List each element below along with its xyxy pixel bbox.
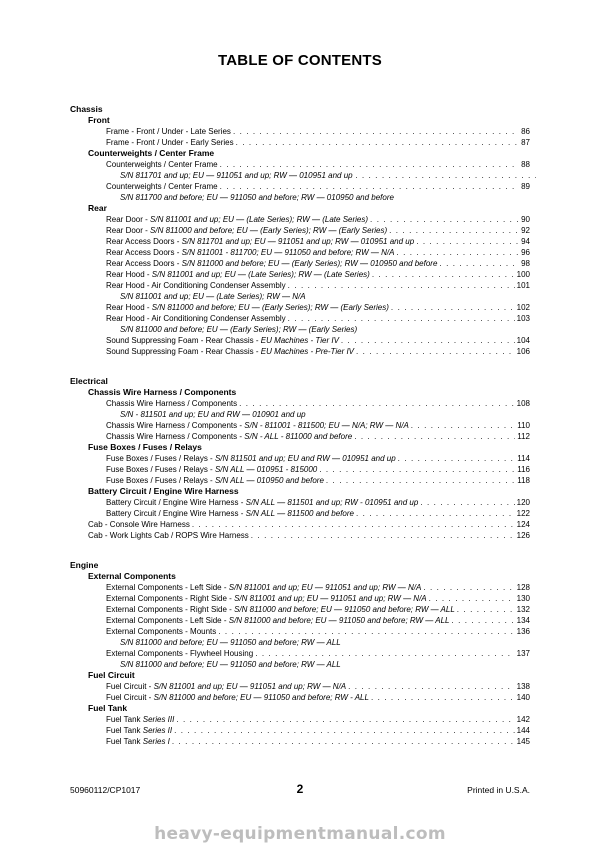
toc-entry-label: Frame - Front / Under - Early Series xyxy=(106,138,234,147)
toc-entry-label: Rear Door - xyxy=(106,226,151,235)
toc-entry-label: Rear Hood - Air Conditioning Condenser Assembly xyxy=(106,281,286,290)
toc-entry[interactable] xyxy=(106,453,530,464)
toc-page-number: 89 xyxy=(521,182,530,191)
toc-entry[interactable] xyxy=(106,497,530,508)
subsection-heading: Rear xyxy=(88,203,107,213)
dot-leader xyxy=(420,497,514,508)
toc-entry[interactable] xyxy=(106,302,530,313)
toc-page-number: 100 xyxy=(516,270,530,279)
toc-page-number: 128 xyxy=(516,583,530,592)
toc-entry-serial-range: S/N 811000 and before; EU — 911050 and before; RW - ALL xyxy=(153,693,369,702)
toc-entry-serial-range: S/N 811001 and up; EU — 911051 and up; RW — N/A xyxy=(153,682,347,691)
toc-page-number: 145 xyxy=(516,737,530,746)
toc-entry-label: External Components - Left Side - xyxy=(106,583,229,592)
dot-leader xyxy=(218,626,514,637)
toc-entry[interactable] xyxy=(106,615,530,626)
toc-entry[interactable] xyxy=(88,530,530,541)
toc-page-number: 102 xyxy=(516,303,530,312)
toc-entry-label: Fuel Tank xyxy=(106,726,143,735)
toc-page-number: 94 xyxy=(521,237,530,246)
toc-entry[interactable] xyxy=(106,247,530,258)
toc-entry-serial-range: S/N ALL — 811500 and before xyxy=(245,509,354,518)
dot-leader xyxy=(356,508,515,519)
toc-entry-serial-range: S/N 811000 and before; EU — (Early Series); RW — (Early Series) xyxy=(150,226,388,235)
toc-entry-label: Chassis Wire Harness / Components xyxy=(106,399,238,408)
page-title: TABLE OF CONTENTS xyxy=(218,52,382,69)
watermark: heavy-equipmentmanual.com xyxy=(154,824,446,844)
subsection-heading: Fuse Boxes / Fuses / Relays xyxy=(88,442,202,452)
toc-entry-serial-range: S/N 811001 and up; EU — (Late Series); RW — (Late Series) xyxy=(150,215,369,224)
toc-entry-title xyxy=(88,519,190,530)
toc-entry-title xyxy=(106,615,449,626)
toc-entry[interactable] xyxy=(106,626,530,637)
toc-entry-label: External Components - Flywheel Housing xyxy=(106,649,254,658)
toc-entry-label: Fuse Boxes / Fuses / Relays - xyxy=(106,465,215,474)
toc-entry-serial-range: S/N 811001 and up; EU — 911051 and up; RW — N/A xyxy=(234,594,427,603)
toc-entry-serial-range: S/N 811000 and before; EU — 911050 and before; RW — ALL xyxy=(120,638,341,647)
toc-entry-continuation xyxy=(120,291,600,302)
toc-page-number: 124 xyxy=(516,520,530,529)
dot-leader xyxy=(348,681,515,692)
toc-entry-label: Fuel Tank xyxy=(106,737,143,746)
toc-entry-title xyxy=(106,508,354,519)
toc-page-number: 112 xyxy=(517,432,530,441)
dot-leader xyxy=(429,593,515,604)
toc-page-number: 90 xyxy=(521,215,530,224)
toc-page-number: 130 xyxy=(516,594,530,603)
toc-entry-label: External Components - Right Side - xyxy=(106,605,235,614)
toc-entry-continuation xyxy=(120,637,600,648)
toc-entry-label: Fuse Boxes / Fuses / Relays - xyxy=(106,454,215,463)
toc-entry-title xyxy=(106,604,455,615)
dot-leader xyxy=(356,346,515,357)
dot-leader xyxy=(371,692,515,703)
toc-entry-label: Rear Access Doors - xyxy=(106,248,182,257)
toc-entry[interactable] xyxy=(106,269,530,280)
toc-entry[interactable] xyxy=(106,692,530,703)
toc-page-number: 103 xyxy=(516,314,530,323)
toc-entry-title xyxy=(106,725,172,736)
toc-entry-serial-range: S/N 811001 and up; EU — 911051 and up; RW — N/A xyxy=(228,583,422,592)
toc-page-number: 86 xyxy=(521,127,530,136)
dot-leader xyxy=(239,398,514,409)
toc-entry-label: Counterweights / Center Frame xyxy=(106,160,218,169)
toc-entry[interactable] xyxy=(106,313,530,324)
toc-entry-serial-range: S/N 811000 and before; EU — 911050 and before; RW — ALL xyxy=(234,605,455,614)
toc-entry-title xyxy=(106,159,218,170)
toc-entry-title xyxy=(106,475,324,486)
toc-entry-label: Cab - Work Lights Cab / ROPS Wire Harness xyxy=(88,531,249,540)
dot-leader xyxy=(220,159,519,170)
toc-entry[interactable] xyxy=(106,508,530,519)
toc-entry-title xyxy=(106,313,286,324)
toc-entry-serial-range: S/N - 811501 and up; EU and RW — 010901 and up xyxy=(120,410,306,419)
toc-entry[interactable] xyxy=(106,181,530,192)
toc-entry-title xyxy=(106,346,354,357)
dot-leader xyxy=(354,431,515,442)
dot-leader xyxy=(398,453,516,464)
toc-page-number: 96 xyxy=(521,248,530,257)
toc-entry-serial-range: EU Machines - Pre-Tier IV xyxy=(260,347,355,356)
dot-leader xyxy=(174,725,515,736)
toc-entry-label: Counterweights / Center Frame xyxy=(106,182,218,191)
toc-entry[interactable] xyxy=(106,736,530,747)
section-heading: Electrical xyxy=(70,376,108,386)
dot-leader xyxy=(411,420,515,431)
toc-page-number: 136 xyxy=(516,627,530,636)
toc-entry-serial-range: Series I xyxy=(142,737,170,746)
dot-leader xyxy=(396,247,519,258)
toc-entry-title xyxy=(106,626,216,637)
toc-entry-title xyxy=(106,431,352,442)
dot-leader xyxy=(236,137,520,148)
toc-entry-label: Battery Circuit / Engine Wire Harness - xyxy=(106,509,246,518)
subsection-heading: Front xyxy=(88,115,110,125)
toc-entry-title xyxy=(106,126,231,137)
toc-page-number: 138 xyxy=(516,682,530,691)
toc-entry[interactable] xyxy=(106,464,530,475)
toc-entry-label: Rear Access Doors - xyxy=(106,259,182,268)
toc-entry-continuation xyxy=(120,192,600,203)
toc-entry-title xyxy=(106,181,218,192)
toc-entry-continuation xyxy=(120,324,600,335)
toc-entry-serial-range: S/N 811000 and before; EU — (Early Series); RW — 010950 and before xyxy=(181,259,438,268)
toc-entry[interactable] xyxy=(88,519,530,530)
toc-entry[interactable] xyxy=(106,420,530,431)
toc-page-number: 87 xyxy=(521,138,530,147)
toc-entry[interactable] xyxy=(106,236,530,247)
toc-page-number: 140 xyxy=(516,693,530,702)
document-number: 50960112/CP1017 xyxy=(70,785,141,795)
toc-page-number: 122 xyxy=(516,509,530,518)
dot-leader xyxy=(220,181,519,192)
subsection-heading: Battery Circuit / Engine Wire Harness xyxy=(88,486,239,496)
toc-page-number: 142 xyxy=(516,715,530,724)
toc-entry-label: Rear Access Doors - xyxy=(106,237,182,246)
toc-entry-continuation xyxy=(120,659,600,670)
toc-entry-serial-range: S/N 811001 and up; EU — (Late Series); RW — N/A xyxy=(120,292,306,301)
dot-leader xyxy=(319,464,515,475)
toc-entry[interactable] xyxy=(106,648,530,659)
subsection-heading: Counterweights / Center Frame xyxy=(88,148,215,158)
toc-page-number: 126 xyxy=(516,531,530,540)
toc-entry-label: Fuel Tank xyxy=(106,715,143,724)
toc-entry[interactable] xyxy=(106,714,530,725)
toc-page-number: 132 xyxy=(516,605,530,614)
toc-entry-title xyxy=(106,453,396,464)
dot-leader xyxy=(288,280,515,291)
toc-entry-title xyxy=(106,247,394,258)
toc-entry[interactable] xyxy=(106,346,530,357)
toc-entry-label: Chassis Wire Harness / Components - xyxy=(106,421,245,430)
toc-entry-label: Rear Hood - Air Conditioning Condenser Assembly xyxy=(106,314,286,323)
toc-entry-title xyxy=(106,302,389,313)
toc-entry[interactable] xyxy=(106,137,530,148)
toc-entry[interactable] xyxy=(106,214,530,225)
toc-entry-label: External Components - Right Side - xyxy=(106,594,235,603)
dot-leader xyxy=(372,269,515,280)
section-heading: Chassis xyxy=(70,104,103,114)
dot-leader xyxy=(233,126,519,137)
toc-entry[interactable] xyxy=(106,582,530,593)
dot-leader xyxy=(341,335,515,346)
toc-entry-title xyxy=(106,398,237,409)
dot-leader xyxy=(288,313,515,324)
toc-entry-serial-range: S/N 811001 and up; EU — (Late Series); RW — (Late Series) xyxy=(151,270,370,279)
toc-entry[interactable] xyxy=(106,604,530,615)
toc-entry-label: Fuel Circuit - xyxy=(106,693,154,702)
subsection-heading: Chassis Wire Harness / Components xyxy=(88,387,237,397)
toc-entry[interactable] xyxy=(106,681,530,692)
toc-entry-serial-range: Series III xyxy=(142,715,175,724)
toc-entry-label: Rear Hood - xyxy=(106,303,152,312)
toc-entry-title xyxy=(106,648,253,659)
toc-entry-title xyxy=(106,137,234,148)
toc-entry-title xyxy=(106,214,368,225)
toc-entry-serial-range: Series II xyxy=(142,726,173,735)
toc-entry-label: External Components - Left Side - xyxy=(106,616,229,625)
toc-entry-serial-range: S/N 811701 and up; EU — 911051 and up; RW — 010951 and up xyxy=(120,171,353,180)
toc-entry-title xyxy=(106,582,421,593)
toc-page-number: 110 xyxy=(517,421,530,430)
toc-entry[interactable] xyxy=(106,126,530,137)
toc-entry-label: Cab - Console Wire Harness xyxy=(88,520,190,529)
dot-leader xyxy=(451,615,514,626)
toc-entry-title xyxy=(106,335,339,346)
toc-entry[interactable] xyxy=(106,280,530,291)
toc-page-number: 144 xyxy=(516,726,530,735)
toc-entry-title xyxy=(106,225,387,236)
toc-entry-serial-range: S/N ALL — 010951 - 815000 xyxy=(214,465,318,474)
toc-entry-serial-range: S/N 811501 and up; EU and RW — 010951 and up xyxy=(214,454,396,463)
section-heading: Engine xyxy=(70,560,99,570)
toc-entry-serial-range: S/N 811000 and before; EU — 911050 and before; RW — ALL xyxy=(120,660,341,669)
toc-entry-continuation xyxy=(120,409,600,420)
dot-leader xyxy=(176,714,514,725)
toc-page-number: 118 xyxy=(517,476,530,485)
toc-page-number: 134 xyxy=(516,616,530,625)
toc-entry-serial-range: S/N - ALL - 811000 and before xyxy=(244,432,353,441)
toc-entry-title xyxy=(106,280,286,291)
toc-entry-label: Sound Suppressing Foam - Rear Chassis - xyxy=(106,336,261,345)
subsection-heading: Fuel Circuit xyxy=(88,670,135,680)
toc-page-number: 88 xyxy=(521,160,530,169)
page-footer xyxy=(70,782,530,796)
toc-page-number: 101 xyxy=(516,281,530,290)
toc-entry-label: Chassis Wire Harness / Components - xyxy=(106,432,245,441)
toc-entry-title xyxy=(106,236,414,247)
dot-leader xyxy=(255,648,514,659)
toc-page-number: 92 xyxy=(521,226,530,235)
toc-page-number: 116 xyxy=(517,465,530,474)
toc-entry-serial-range: S/N 811000 and before; EU — 911050 and before; RW — ALL xyxy=(228,616,450,625)
dot-leader xyxy=(457,604,515,615)
toc-page-number: 106 xyxy=(516,347,530,356)
toc-page-number: 104 xyxy=(516,336,530,345)
dot-leader xyxy=(370,214,519,225)
toc-entry-serial-range: S/N ALL — 010950 and before xyxy=(214,476,324,485)
toc-entry[interactable] xyxy=(106,475,530,486)
toc-page-number: 120 xyxy=(516,498,530,507)
toc-entry-title xyxy=(88,530,249,541)
toc-entry[interactable] xyxy=(106,725,530,736)
toc-entry-serial-range: S/N 811001 - 811700; EU — 911050 and before; RW — N/A xyxy=(181,248,395,257)
dot-leader xyxy=(416,236,519,247)
toc-entry-label: External Components - Mounts xyxy=(106,627,217,636)
toc-entry-title xyxy=(106,258,437,269)
toc-entry[interactable] xyxy=(106,335,530,346)
table-of-contents xyxy=(0,104,600,747)
toc-entry-title xyxy=(106,593,427,604)
toc-entry-label: Fuse Boxes / Fuses / Relays - xyxy=(106,476,215,485)
toc-entry-title xyxy=(106,736,170,747)
toc-entry-label: Rear Hood - xyxy=(106,270,152,279)
toc-page-number: 114 xyxy=(517,454,530,463)
toc-entry-serial-range: S/N 811000 and before; EU — (Early Series); RW — (Early Series) xyxy=(151,303,389,312)
toc-entry-title xyxy=(106,420,409,431)
toc-entry[interactable] xyxy=(106,225,530,236)
toc-entry-continuation xyxy=(120,170,600,181)
toc-entry[interactable] xyxy=(106,431,530,442)
printed-in-text: Printed in U.S.A. xyxy=(467,785,530,795)
subsection-heading: External Components xyxy=(88,571,176,581)
toc-entry-title xyxy=(106,692,369,703)
toc-entry-label: Fuel Circuit - xyxy=(106,682,154,691)
toc-entry-serial-range: S/N - 811001 - 811500; EU — N/A; RW — N/A xyxy=(244,421,409,430)
toc-entry-label: Rear Door - xyxy=(106,215,151,224)
toc-entry-title xyxy=(106,714,174,725)
dot-leader xyxy=(326,475,515,486)
toc-entry-serial-range: S/N 811701 and up; EU — 911051 and up; RW — 010951 and up xyxy=(181,237,415,246)
toc-page-number: 98 xyxy=(521,259,530,268)
toc-entry[interactable] xyxy=(106,398,530,409)
toc-page-number: 137 xyxy=(516,649,530,658)
toc-entry-serial-range: S/N 811000 and before; EU — (Early Series); RW — (Early Series) xyxy=(120,325,358,334)
dot-leader xyxy=(423,582,514,593)
toc-page-number: 108 xyxy=(516,399,530,408)
toc-entry-serial-range: S/N 811700 and before; EU — 911050 and before; RW — 010950 and before xyxy=(120,193,394,202)
toc-entry[interactable] xyxy=(106,159,530,170)
toc-entry-title xyxy=(106,464,317,475)
dot-leader xyxy=(439,258,519,269)
subsection-heading: Fuel Tank xyxy=(88,703,128,713)
dot-leader xyxy=(251,530,515,541)
toc-entry-title xyxy=(106,681,346,692)
toc-entry-title xyxy=(106,269,370,280)
toc-entry-label: Battery Circuit / Engine Wire Harness - xyxy=(106,498,246,507)
toc-entry[interactable] xyxy=(106,258,530,269)
toc-entry-serial-range: S/N ALL — 811501 and up; RW - 010951 and up xyxy=(245,498,419,507)
toc-entry-label: Frame - Front / Under - Late Series xyxy=(106,127,231,136)
dot-leader xyxy=(391,302,515,313)
dot-leader xyxy=(172,736,515,747)
page-number: 2 xyxy=(296,782,304,796)
dot-leader xyxy=(192,519,515,530)
toc-entry[interactable] xyxy=(106,593,530,604)
dot-leader xyxy=(389,225,519,236)
toc-entry-title xyxy=(106,497,418,508)
toc-entry-label: Sound Suppressing Foam - Rear Chassis - xyxy=(106,347,261,356)
dot-leader xyxy=(356,170,536,181)
toc-entry-serial-range: EU Machines - Tier IV xyxy=(260,336,339,345)
